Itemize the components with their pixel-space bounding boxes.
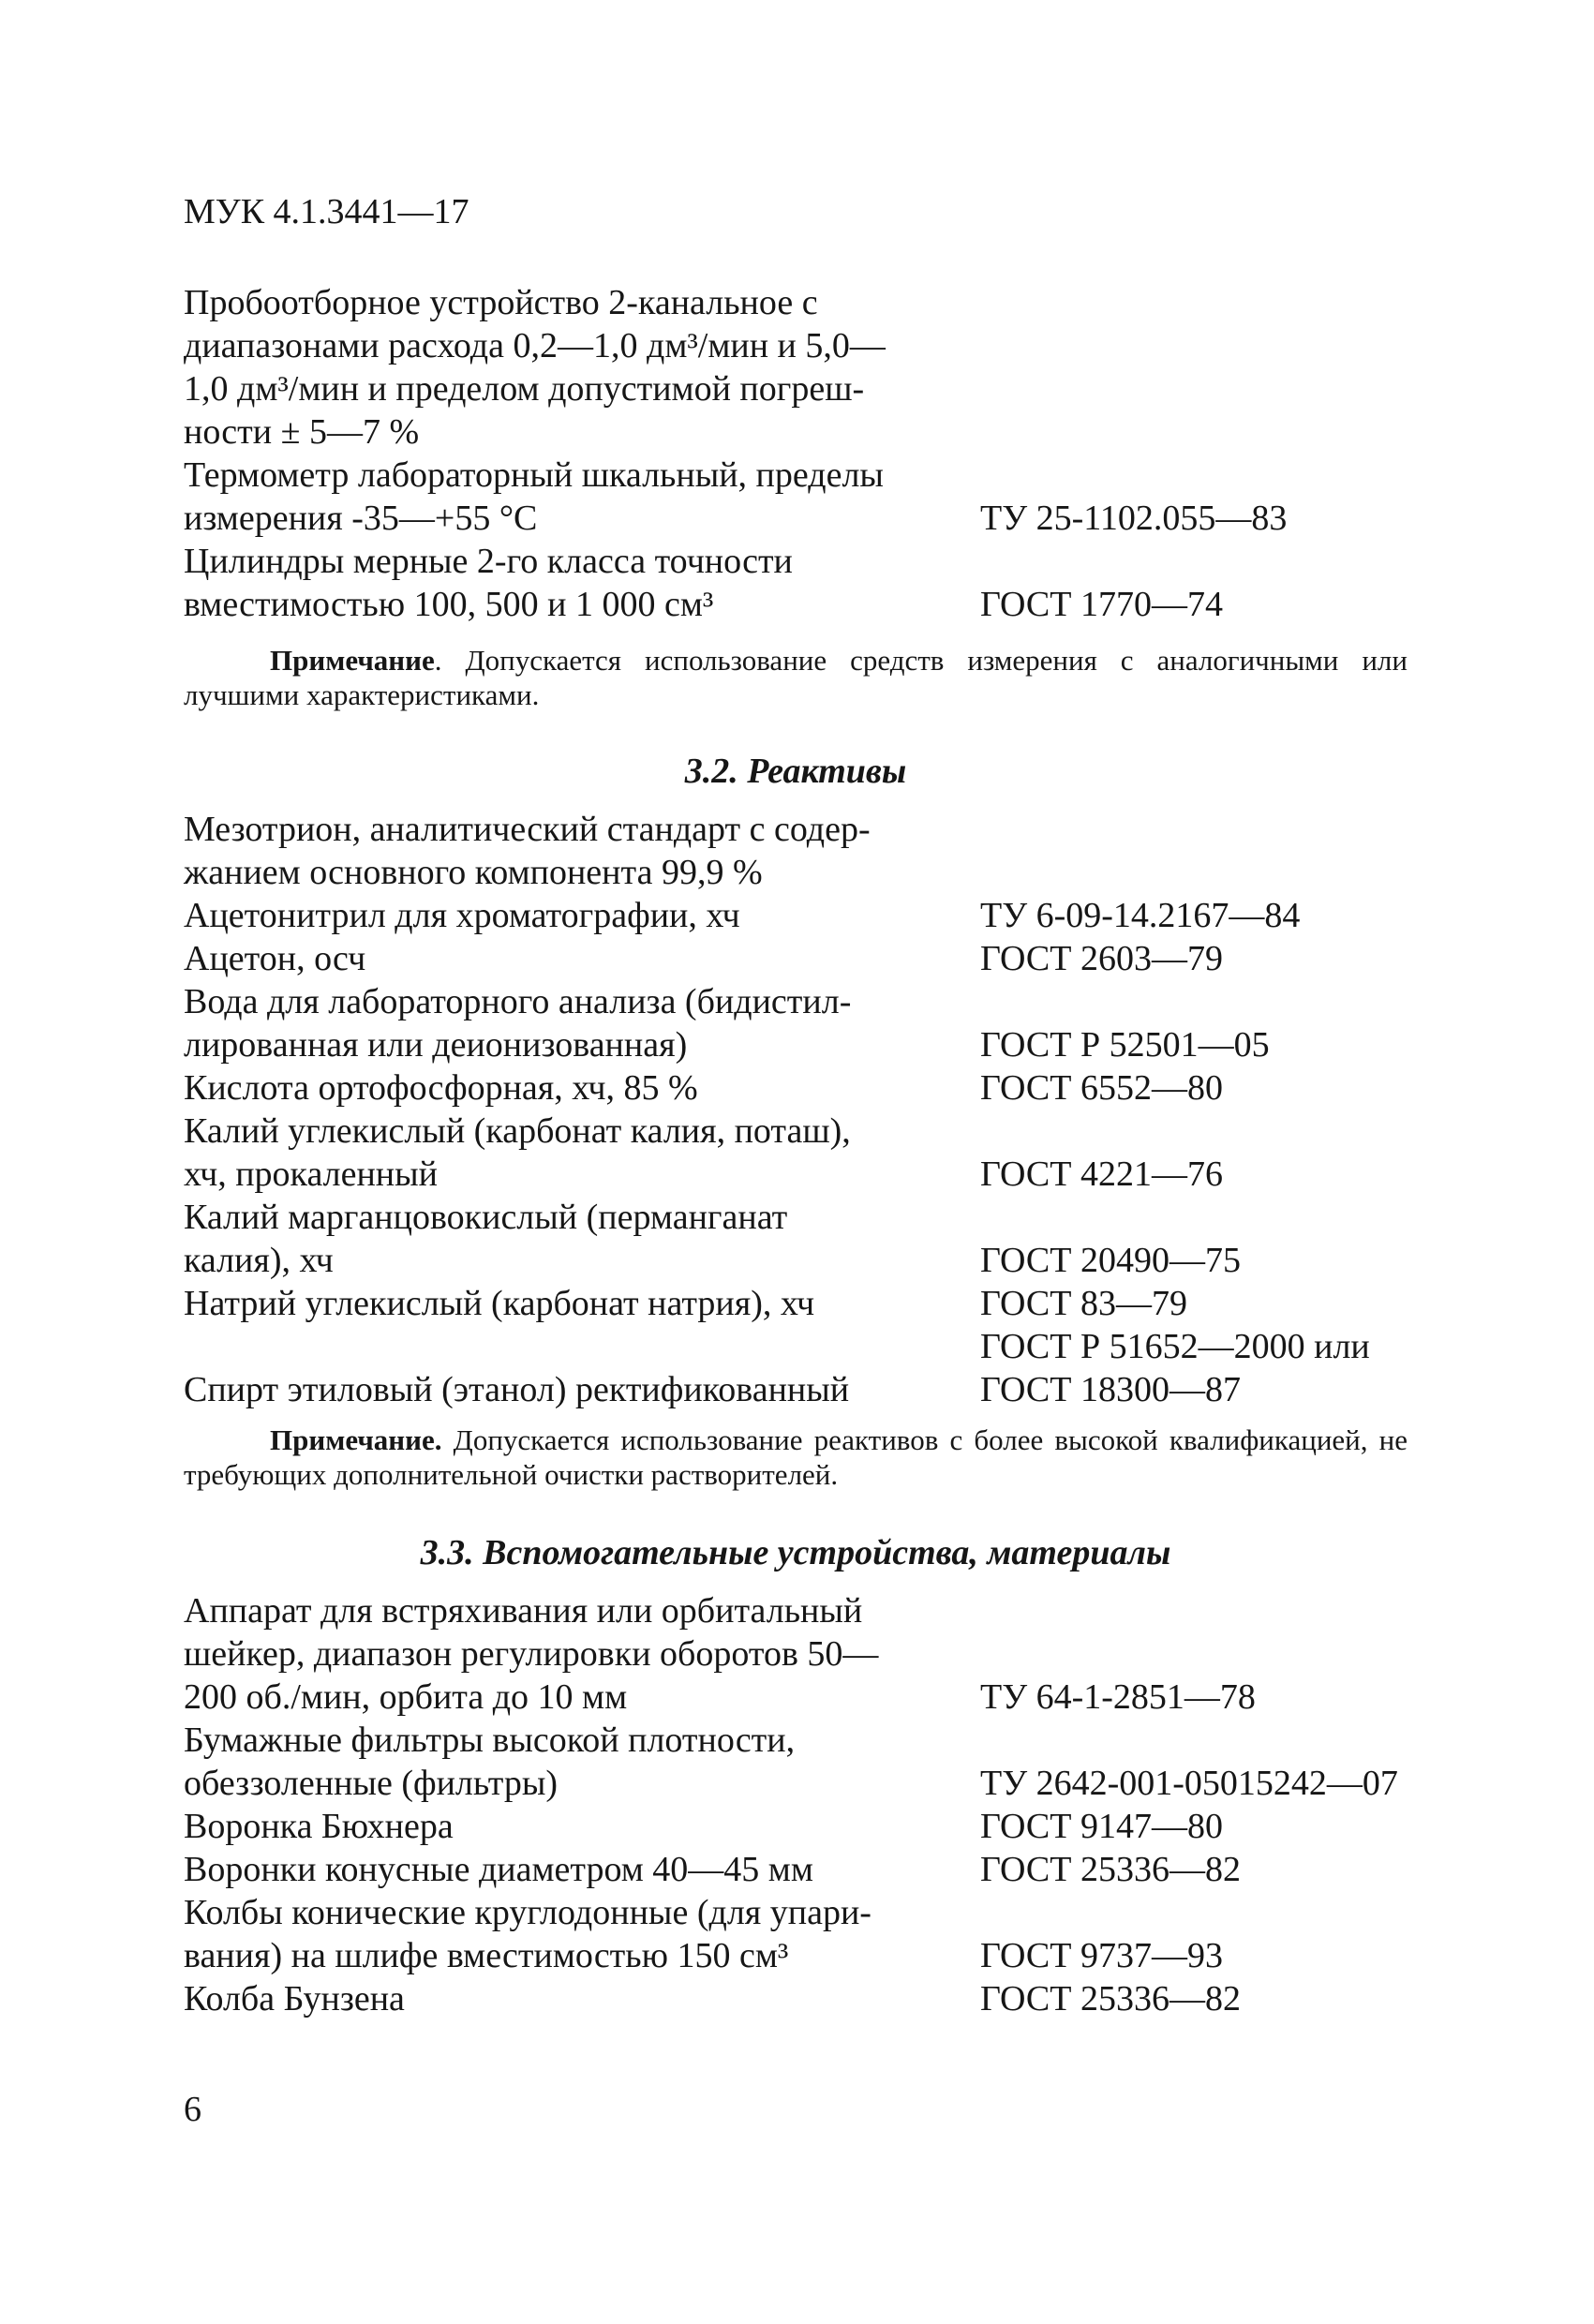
item-name: Воронка Бюхнера	[184, 1807, 454, 1846]
item-name: Пробоотборное устройство 2-канальное с диапазонами расхода 0,2—1,0 дм³/мин и 5,0— 1,0 дм³/мин и пределом допустимой погреш- ности ± 5—7 %	[184, 283, 886, 452]
note-measurement	[184, 643, 1408, 712]
list-item	[184, 894, 1514, 937]
list-item	[184, 980, 1514, 1066]
section-title-reagents: 3.2. Реактивы	[684, 752, 907, 791]
item-name: Калий марганцовокислый (перманганат калия), хч	[184, 1198, 788, 1280]
item-name: Ацетонитрил для хроматографии, хч	[184, 896, 740, 935]
auxiliary-list	[184, 1589, 1514, 2020]
item-ref: ГОСТ Р 52501—05	[980, 1025, 1270, 1065]
item-ref: ТУ 25-1102.055—83	[980, 499, 1288, 538]
list-item	[184, 1196, 1514, 1282]
item-name: Воронки конусные диаметром 40—45 мм	[184, 1850, 813, 1889]
note-text: . Допускается использование средств измерения с аналогичными или лучшими характеристиками.	[184, 644, 1408, 711]
document-code: МУК 4.1.3441—17	[184, 192, 469, 231]
item-name: Бумажные фильтры высокой плотности, обеззоленные (фильтры)	[184, 1721, 796, 1803]
item-ref: ГОСТ 9147—80	[980, 1807, 1223, 1846]
item-name: Кислота ортофосфорная, хч, 85 %	[184, 1068, 698, 1108]
item-ref: ТУ 64-1-2851—78	[980, 1677, 1256, 1717]
item-ref: ГОСТ Р 51652—2000 или ГОСТ 18300—87	[980, 1327, 1370, 1409]
item-ref: ГОСТ 25336—82	[980, 1979, 1241, 2019]
list-item	[184, 1848, 1514, 1891]
list-item	[184, 1805, 1514, 1848]
list-item	[184, 1282, 1514, 1325]
item-name: Мезотрион, аналитический стандарт с содер- жанием основного компонента 99,9 %	[184, 810, 871, 892]
section-title-auxiliary: 3.3. Вспомогательные устройства, материалы	[420, 1533, 1171, 1572]
list-item	[184, 808, 1514, 894]
list-item	[184, 1110, 1514, 1196]
item-name: Цилиндры мерные 2-го класса точности вместимостью 100, 500 и 1 000 см³	[184, 542, 793, 624]
list-item	[184, 1589, 1514, 1719]
item-name: Натрий углекислый (карбонат натрия), хч	[184, 1284, 815, 1323]
item-name: Спирт этиловый (этанол) ректификованный	[184, 1370, 850, 1409]
item-ref: ГОСТ 2603—79	[980, 939, 1223, 978]
item-name: Вода для лабораторного анализа (бидистил- лированная или деионизованная)	[184, 982, 852, 1065]
item-ref: ГОСТ 25336—82	[980, 1850, 1241, 1889]
item-name: Аппарат для встряхивания или орбитальный шейкер, диапазон регулировки оборотов 50— 200 об./мин, орбита до 10 мм	[184, 1591, 879, 1717]
item-ref: ГОСТ 9737—93	[980, 1936, 1223, 1975]
item-ref: ГОСТ 20490—75	[980, 1241, 1241, 1280]
item-name: Колба Бунзена	[184, 1979, 405, 2019]
note-label: Примечание	[270, 644, 435, 677]
item-ref: ГОСТ 83—79	[980, 1284, 1187, 1323]
item-ref: ТУ 6-09-14.2167—84	[980, 896, 1301, 935]
item-ref: ГОСТ 6552—80	[980, 1068, 1223, 1108]
item-ref: ГОСТ 4221—76	[980, 1155, 1223, 1194]
reagents-list	[184, 808, 1514, 1411]
note-label: Примечание.	[270, 1423, 442, 1456]
item-name: Термометр лабораторный шкальный, пределы измерения -35—+55 °С	[184, 455, 884, 538]
item-ref: ГОСТ 1770—74	[980, 585, 1223, 624]
list-item	[184, 1719, 1514, 1805]
page-number: 6	[184, 2090, 201, 2129]
item-name: Ацетон, осч	[184, 939, 366, 978]
list-item	[184, 454, 1514, 540]
note-reagents	[184, 1423, 1408, 1492]
item-name: Колбы конические круглодонные (для упари- вания) на шлифе вместимостью 150 см³	[184, 1893, 871, 1975]
item-name: Калий углекислый (карбонат калия, поташ), хч, прокаленный	[184, 1111, 851, 1194]
list-item	[184, 540, 1514, 626]
list-item	[184, 281, 1514, 454]
list-item	[184, 1977, 1514, 2020]
equipment-list	[184, 281, 1514, 626]
list-item	[184, 937, 1514, 980]
list-item	[184, 1891, 1514, 1977]
item-ref: ТУ 2642-001-05015242—07	[980, 1764, 1398, 1803]
note-text: Допускается использование реактивов с более высокой квалификацией, не требующих дополнительной очистки растворителей.	[184, 1423, 1408, 1491]
list-item	[184, 1066, 1514, 1110]
list-item	[184, 1325, 1514, 1411]
